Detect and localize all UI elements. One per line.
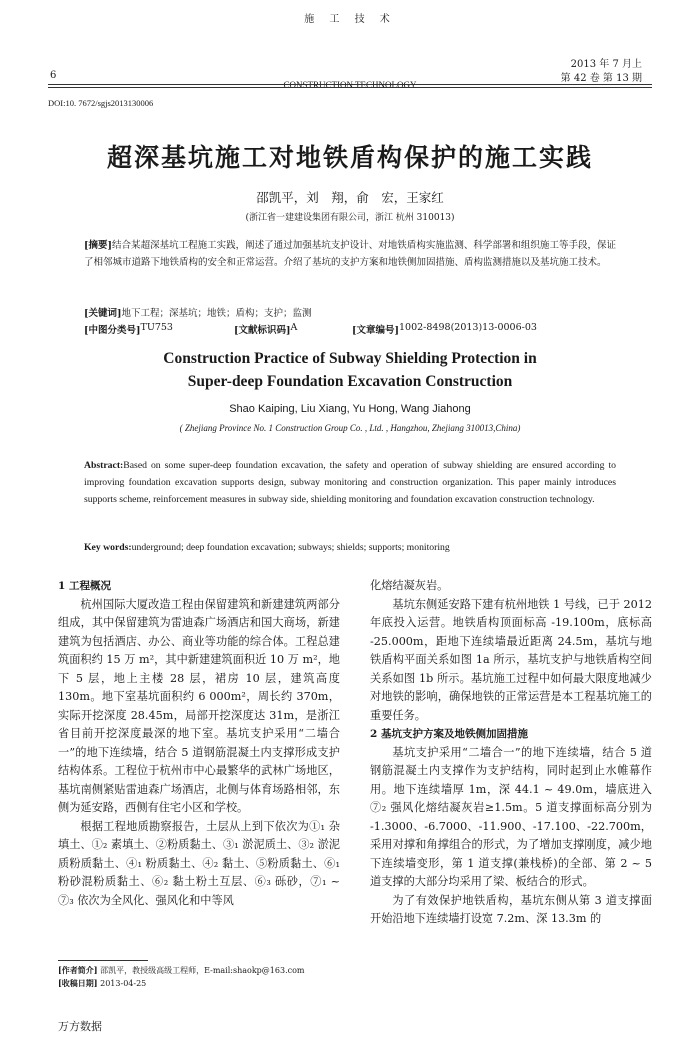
section-2-paragraph-2: 为了有效保护地铁盾构，基坑东侧从第 3 道支撑面开始沿地下连续墙打设宽 7.2m、深 13.3m 的 xyxy=(370,893,652,925)
authors-en: Shao Kaiping, Liu Xiang, Yu Hong, Wang Jiahong xyxy=(229,403,471,415)
section-2-paragraph-1: 基坑支护采用“二墙合一”的地下连续墙，结合 5 道钢筋混凝土内支撑作为支护结构，同时起到止水帷幕作用。地下连续墙厚 1m，深 44.1 ~ 49.0m，墙底进入⑦₂ 强风化熔结凝灰岩≥1.5m。5 道支撑面标高分别为 -1.3000、-6.7000、-11.900、-17.100、-22.700m，采用对撑和角撑组合的形式，为了增加支撑刚度，减少地下连续墙变形，第 1 道支撑(兼栈桥)的全部、第 2 ~ 5 道支撑的大部分均采用了梁、板结合的形式。 xyxy=(370,745,652,888)
header-rule-bottom xyxy=(48,87,652,88)
section-1-paragraph-2: 根据工程地质勘察报告，土层从上到下依次为①₁ 杂填土、①₂ 素填土、②粉质黏土、③₁ 淤泥质土、③₂ 淤泥质粉质黏土、④₁ 粉质黏土、④₂ 黏土、⑤粉质黏土、⑥₁ 粉砂混粉质黏土、⑥₂ 黏土粉土互层、⑥₃ 砾砂，⑦₁ ~ ⑦₃ 依次为全风化、强风化和中等风 xyxy=(58,819,340,907)
watermark: 万方数据 xyxy=(58,1020,102,1033)
body-column-right xyxy=(370,577,652,929)
doc-code-value: A xyxy=(290,322,298,333)
abstract-en xyxy=(84,457,616,508)
affiliation-cn: (浙江省一建建设集团有限公司，浙江 杭州 310013) xyxy=(245,213,455,223)
classification-row xyxy=(84,322,616,336)
volume-issue: 第 42 卷 第 13 期 xyxy=(560,73,642,84)
title-en-line1: Construction Practice of Subway Shielding Protection in xyxy=(163,350,537,367)
clc-label: [中图分类号] xyxy=(84,325,141,336)
keywords-cn xyxy=(84,305,616,319)
keywords-cn-text: 地下工程；深基坑；地铁；盾构；支护；监测 xyxy=(121,308,312,319)
authors-cn: 邵凯平，刘 翔，俞 宏，王家红 xyxy=(256,190,444,205)
body-column-left xyxy=(58,577,340,910)
keywords-cn-label: [关键词] xyxy=(84,308,122,319)
section-1-paragraph-1: 杭州国际大厦改造工程由保留建筑和新建建筑两部分组成，其中保留建筑为雷迪森广场酒店和国大商场，新建建筑为包括酒店、办公、商业等功能的综合体。工程总建筑面积约 15 万 m²，其中新建建筑面积近 10 万 m²，地下 5 层，地上主楼 28 层，裙房 10 层，建筑高度 130m。地下室基坑面积约 6 000m²，周长约 370m，实际开挖深度 28.45m，局部开挖深度达 31m，是浙江省目前开挖深度最深的地下室。基坑支护采用“二墙合一”的地下连续墙，结合 5 道钢筋混凝土内支撑形成支护结构体系。工程位于杭州市中心最繁华的武林广场地区，基坑南侧紧贴雷迪森广场酒店，北侧与体育场路相邻，东侧为延安路，西侧有住宅小区和学校。 xyxy=(58,597,340,814)
author-bio-text: 邵凯平，教授级高级工程师，E-mail:shaokp@163.com xyxy=(100,966,305,975)
journal-name-en: CONSTRUCTION TECHNOLOGY xyxy=(283,80,417,90)
doc-code-label: [文献标识码] xyxy=(234,325,291,336)
doi: DOI:10. 7672/sgjs2013130006 xyxy=(48,98,154,108)
page-number: 6 xyxy=(50,70,57,81)
abstract-cn-label: [摘要] xyxy=(84,240,113,251)
clc-value: TU753 xyxy=(140,322,173,333)
abstract-en-text: Based on some super-deep foundation excavation, the safety and operation of subway shielding are ensured according to improving foundation excavation supports design, subway monitoring and construction organization. This paper mainly introduces supports scheme, reinforcement measures in subway side, shielding monitoring and foundation excavation construction technology. xyxy=(84,460,616,505)
affiliation-en: ( Zhejiang Province No. 1 Construction Group Co. , Ltd. , Hangzhou, Zhejiang 310013,China) xyxy=(179,423,521,433)
issue-date: 2013 年 7 月上 xyxy=(570,59,642,70)
title-en xyxy=(0,347,700,393)
keywords-en xyxy=(84,542,616,553)
received-date-text: 2013-04-25 xyxy=(100,979,147,988)
header-rule-top xyxy=(48,84,652,85)
abstract-cn-text: 结合某超深基坑工程施工实践，阐述了通过加强基坑支护设计、对地铁盾构实施监测、科学部署和组织施工等手段，保证了相邻城市道路下地铁盾构的安全和正常运营。介绍了基坑的支护方案和地铁侧加固措施、盾构监测措施以及基坑施工技术。 xyxy=(84,240,616,268)
footnote xyxy=(58,964,348,990)
abstract-en-label: Abstract: xyxy=(84,460,124,471)
keywords-en-text: underground; deep foundation excavation; subways; shields; supports; monitoring xyxy=(131,542,450,553)
section-2-heading: 2 基坑支护方案及地铁侧加固措施 xyxy=(370,728,528,740)
received-date-label: [收稿日期] xyxy=(58,978,98,988)
title-cn: 超深基坑施工对地铁盾构保护的施工实践 xyxy=(106,143,593,172)
title-en-line2: Super-deep Foundation Excavation Construction xyxy=(187,373,513,390)
article-no-label: [文章编号] xyxy=(352,325,399,336)
article-no-value: 1002-8498(2013)13-0006-03 xyxy=(399,322,537,333)
keywords-en-label: Key words: xyxy=(84,542,132,553)
section-1-paragraph-3: 基坑东侧延安路下建有杭州地铁 1 号线，已于 2012 年底投入运营。地铁盾构顶面标高 -19.100m，底标高 -25.000m，距地下连续墙最近距离 24.5m，基坑与地铁盾构平面关系如图 1a 所示，基坑支护与地铁盾构空间关系如图 1b 所示。基坑施工过程中如何最大限度地减少对地铁的影响，确保地铁的正常运营是本工程基坑施工的重要任务。 xyxy=(370,597,652,722)
section-1-paragraph-2-continued: 化熔结凝灰岩。 xyxy=(370,579,449,592)
abstract-cn xyxy=(84,238,616,271)
footnote-rule xyxy=(58,960,148,961)
author-bio-label: [作者简介] xyxy=(58,965,98,975)
section-1-heading: 1 工程概况 xyxy=(58,580,111,592)
journal-name-cn: 施 工 技 术 xyxy=(304,14,396,25)
